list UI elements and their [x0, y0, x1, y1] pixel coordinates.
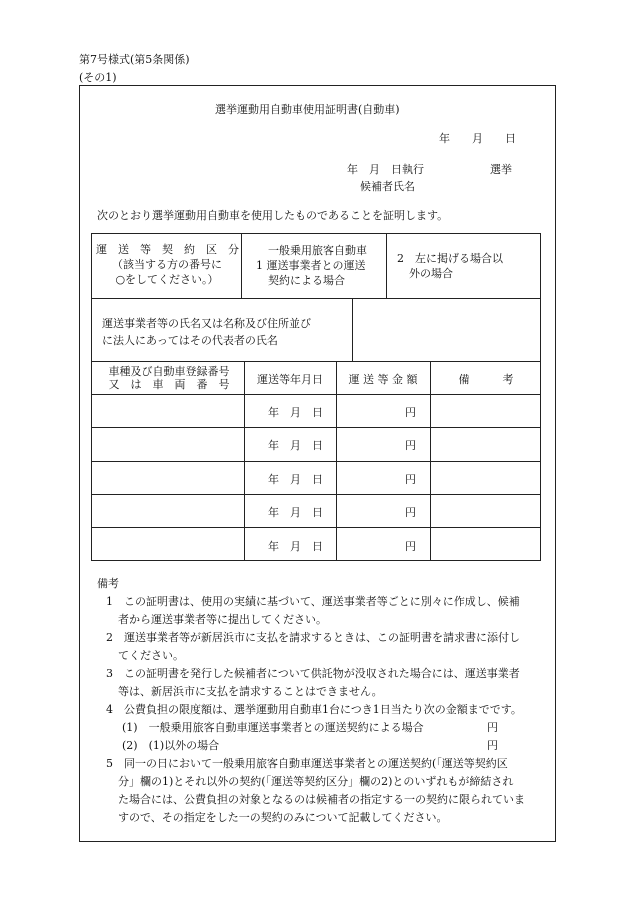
note-4-sub-1: (1) 一般乗用旅客自動車運送事業者との運送契約による場合 [122, 721, 424, 734]
document-title: 選挙運動用自動車使用証明書(自動車) [215, 103, 400, 116]
header-remarks: 備 考 [458, 373, 514, 386]
note-4-sub-2-yen: 円 [487, 739, 498, 752]
note-4-sub-2: (2) (1)以外の場合 [122, 739, 220, 752]
contract-option-1[interactable]: 一般乗用旅客自動車 1 運送事業者との運送 契約による場合 [256, 244, 367, 287]
row-2-yen: 円 [405, 439, 416, 452]
form-part: (その1) [79, 71, 117, 84]
issue-date: 年 月 日 [439, 132, 516, 145]
note-5-line-1: 5 同一の日において一般乗用旅客自動車運送事業者との運送契約(「運送等契約区 [106, 757, 508, 770]
note-3-line-2: 等は、新居浜市に支払を請求することはできません。 [118, 685, 383, 698]
intro-text: 次のとおり選挙運動用自動車を使用したものであることを証明します。 [97, 209, 449, 222]
header-vehicle: 車種及び自動車登録番号 又 は 車 両 番 号 [108, 365, 230, 391]
form-number: 第7号様式(第5条関係) [79, 53, 190, 66]
note-4: 4 公費負担の限度額は、選挙運動用自動車1台につき1日当たり次の金額までです。 [106, 703, 522, 716]
row-1-yen: 円 [405, 406, 416, 419]
note-3-line-1: 3 この証明書を発行した候補者について供託物が没収された場合には、運送事業者 [106, 667, 520, 680]
header-amount: 運 送 等 金 額 [348, 373, 418, 386]
row-5-date[interactable]: 年 月 日 [268, 540, 323, 553]
note-2-line-1: 2 運送事業者等が新居浜市に支払を請求するときは、この証明書を請求書に添付し [106, 631, 520, 644]
contract-label: 運 送 等 契 約 区 分 （該当する方の番号に ○をしてください。） [96, 243, 239, 286]
row-3-date[interactable]: 年 月 日 [268, 473, 323, 486]
row-5-yen: 円 [405, 540, 416, 553]
note-1-line-2: 者から運送事業者等に提出してください。 [118, 613, 327, 626]
notes-heading: 備考 [97, 577, 119, 590]
note-5-line-2: 分」欄の1)とそれ以外の契約(「運送等契約区分」欄の2)とのいずれもが締結され [118, 775, 514, 788]
row-3-yen: 円 [405, 473, 416, 486]
note-4-sub-1-yen: 円 [487, 721, 498, 734]
note-1-line-1: 1 この証明書は、使用の実績に基づいて、運送事業者等ごとに別々に作成し、候補 [106, 595, 520, 608]
note-5-line-4: すので、その指定をした一の契約のみについて記載してください。 [118, 811, 448, 824]
note-5-line-3: た場合には、公費負担の対象となるのは候補者の指定する一の契約に限られていま [118, 793, 525, 806]
header-date: 運送等年月日 [257, 373, 323, 386]
row-4-date[interactable]: 年 月 日 [268, 506, 323, 519]
election-line: 年 月 日執行 選挙 [347, 163, 512, 176]
note-2-line-2: てください。 [118, 649, 184, 662]
candidate-name-label: 候補者氏名 [360, 180, 415, 193]
row-4-yen: 円 [405, 506, 416, 519]
contract-option-2[interactable]: 2 左に掲げる場合以 外の場合 [397, 252, 503, 280]
row-2-date[interactable]: 年 月 日 [268, 439, 323, 452]
operator-label: 運送事業者等の氏名又は名称及び住所並び に法人にあってはその代表者の氏名 [102, 317, 311, 347]
row-1-date[interactable]: 年 月 日 [268, 406, 323, 419]
